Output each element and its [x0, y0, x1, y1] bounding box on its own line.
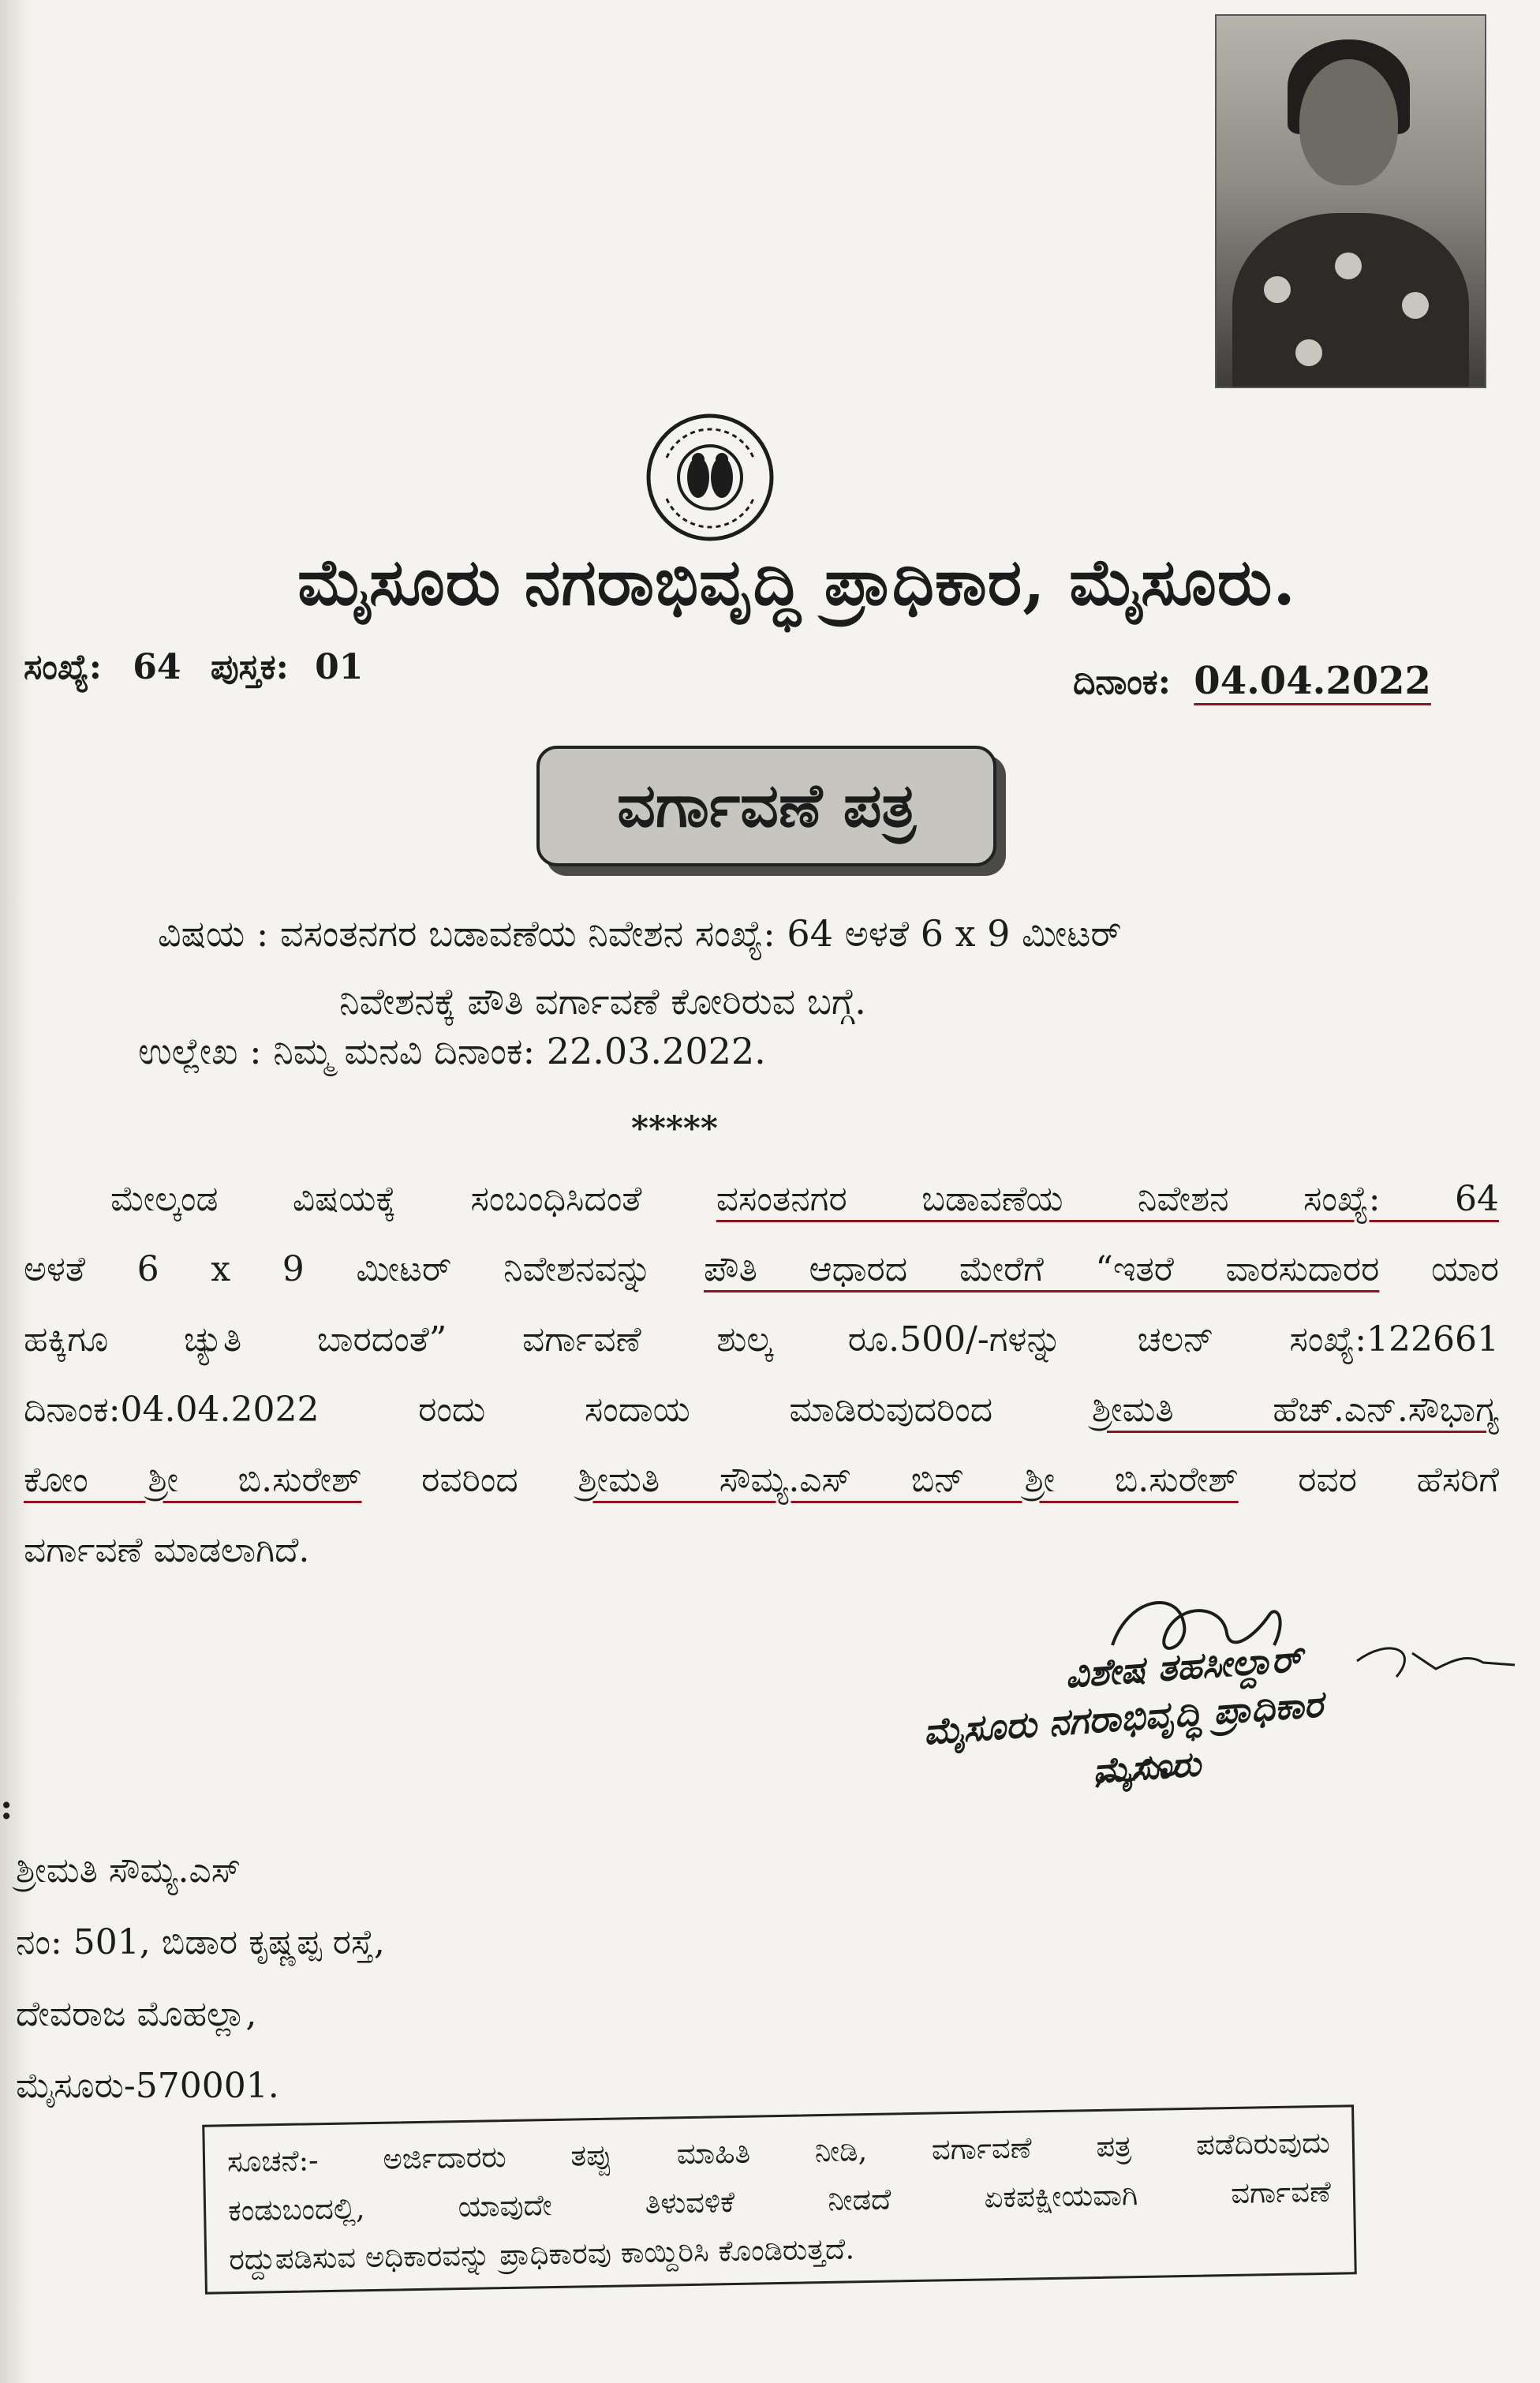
signatory-authority: ಮೈಸೂರು ನಗರಾಭಿವೃದ್ಧಿ ಪ್ರಾಧಿಕಾರ: [921, 1682, 1325, 1753]
body-underlined-segment: ಶ್ರೀಮತಿ ಹೆಚ್.ಎನ್.ಸೌಭಾಗ್ಯ: [1091, 1390, 1499, 1430]
body-text-segment: ರವರ ಹೆಸರಿಗೆ: [1238, 1460, 1499, 1500]
body-text-segment: ಯಾರ: [1379, 1249, 1499, 1289]
notice-box: [202, 2104, 1357, 2294]
photo-pattern-dot: [1335, 253, 1362, 279]
body-line-1: [24, 1164, 1499, 1234]
authority-heading: ಮೈಸೂರು ನಗರಾಭಿವೃದ್ಧಿ ಪ್ರಾಧಿಕಾರ, ಮೈಸೂರು.: [297, 544, 1296, 620]
signatory-city: ಮೈಸೂರು: [1091, 1744, 1202, 1792]
reference-label: ಉಲ್ಲೇಖ :: [138, 1030, 262, 1072]
body-line-3: [24, 1304, 1499, 1375]
body-underlined-segment: ವಸಂತನಗರ ಬಡಾವಣೆಯ ನಿವೇಶನ ಸಂಖ್ಯೆ: 64: [716, 1179, 1499, 1219]
photo-pattern-dot: [1402, 292, 1429, 319]
photo-clothing: [1232, 213, 1469, 388]
date-label: ದಿನಾಂಕ:: [1073, 662, 1171, 702]
subject-block: [158, 900, 1122, 1035]
authority-seal-icon: [643, 410, 777, 544]
document-title: ವರ್ಗಾವಣೆ ಪತ್ರ: [617, 770, 916, 840]
applicant-photo: [1215, 14, 1486, 388]
body-text-segment: ವರ್ಗಾವಣೆ ಮಾಡಲಾಗಿದೆ.: [24, 1530, 310, 1570]
number-value: 64: [133, 647, 181, 687]
number-label: ಸಂಖ್ಯೆ:: [24, 647, 102, 687]
body-text-segment: ಮೇಲ್ಕಂಡ ವಿಷಯಕ್ಕೆ ಸಂಬಂಧಿಸಿದಂತೆ: [110, 1179, 716, 1219]
recipient-address-line-2: ದೇವರಾಜ ಮೊಹಲ್ಲಾ,: [16, 1994, 257, 2034]
book-label: ಪುಸ್ತಕ:: [210, 647, 289, 687]
notice-line-2: ಕಂಡುಬಂದಲ್ಲಿ, ಯಾವುದೇ ತಿಳುವಳಿಕೆ ನೀಡದೆ ಏಕಪಕ್ಷೀಯವಾಗಿ ವರ್ಗಾವಣೆ: [227, 2174, 1332, 2228]
signatory-designation: ವಿಶೇಷ ತಹಸೀಲ್ದಾರ್: [1063, 1637, 1304, 1697]
body-text-segment: ಅಳತೆ 6 x 9 ಮೀಟರ್ ನಿವೇಶನವನ್ನು: [24, 1249, 704, 1289]
recipient-address-line-3: ಮೈಸೂರು-570001.: [16, 2066, 279, 2106]
photo-pattern-dot: [1264, 276, 1291, 303]
body-text-segment: ಹಕ್ಕಿಗೂ ಚ್ಯುತಿ ಬಾರದಂತೆ” ವರ್ಗಾವಣೆ ಶುಲ್ಕ ರೂ.500/-ಗಳನ್ನು ಚಲನ್ ಸಂಖ್ಯೆ:122661: [24, 1319, 1499, 1360]
letter-body: [24, 1164, 1499, 1585]
reference-block: [138, 1030, 766, 1074]
body-text-segment: ರವರಿಂದ: [361, 1460, 578, 1500]
body-underlined-segment: ಶ್ರೀಮತಿ ಸೌಮ್ಯ.ಎಸ್ ಬಿನ್ ಶ್ರೀ ಬಿ.ಸುರೇಶ್: [578, 1460, 1239, 1500]
recipient-marker: :: [0, 1787, 13, 1827]
document-title-box: [536, 746, 996, 866]
recipient-address-line-1: ನಂ: 501, ಬಿಡಾರ ಕೃಷ್ಣಪ್ಪ ರಸ್ತೆ,: [16, 1922, 385, 1962]
body-underlined-segment: ಪೌತಿ ಆಧಾರದ ಮೇರೆಗೆ “ಇತರೆ ವಾರಸುದಾರರ: [704, 1249, 1380, 1289]
photo-face: [1299, 59, 1398, 185]
recipient-name: ಶ್ರೀಮತಿ ಸೌಮ್ಯ.ಎಸ್: [16, 1850, 241, 1891]
date-value: 04.04.2022: [1194, 659, 1431, 703]
notice-line-1: ಸೂಚನೆ:- ಅರ್ಜಿದಾರರು ತಪ್ಪು ಮಾಹಿತಿ ನೀಡಿ, ವರ್ಗಾವಣೆ ಪತ್ರ ಪಡೆದಿರುವುದು: [226, 2125, 1331, 2179]
body-line-2: [24, 1234, 1499, 1304]
body-line-5: [24, 1445, 1499, 1515]
separator-stars: *****: [631, 1109, 718, 1147]
reference-text: ನಿಮ್ಮ ಮನವಿ ದಿನಾಂಕ: 22.03.2022.: [273, 1030, 766, 1072]
letter-date-line: [1073, 659, 1431, 703]
body-underlined-segment: ಕೋಂ ಶ್ರೀ ಬಿ.ಸುರೇಶ್: [24, 1460, 362, 1500]
recipient-address: [16, 1835, 385, 2122]
subject-line-2: ನಿವೇಶನಕ್ಕೆ ಪೌತಿ ವರ್ಗಾವಣೆ ಕೋರಿರುವ ಬಗ್ಗೆ.: [339, 980, 866, 1023]
subject-label: ವಿಷಯ :: [158, 912, 269, 955]
subject-line-1: ವಸಂತನಗರ ಬಡಾವಣೆಯ ನಿವೇಶನ ಸಂಖ್ಯೆ: 64 ಅಳತೆ 6 x 9 ಮೀಟರ್: [279, 912, 1122, 955]
body-text-segment: ದಿನಾಂಕ:04.04.2022 ರಂದು ಸಂದಾಯ ಮಾಡಿರುವುದರಿಂದ: [24, 1390, 1092, 1430]
body-line-4: [24, 1375, 1499, 1445]
book-value: 01: [315, 647, 364, 687]
notice-line-3: ರದ್ದುಪಡಿಸುವ ಅಧಿಕಾರವನ್ನು ಪ್ರಾಧಿಕಾರವು ಕಾಯ್ದಿರಿಸಿ ಕೊಂಡಿರುತ್ತದೆ.: [228, 2231, 855, 2277]
reference-number-line: [24, 647, 363, 687]
photo-pattern-dot: [1295, 339, 1322, 366]
signature-block: [915, 1574, 1515, 1811]
